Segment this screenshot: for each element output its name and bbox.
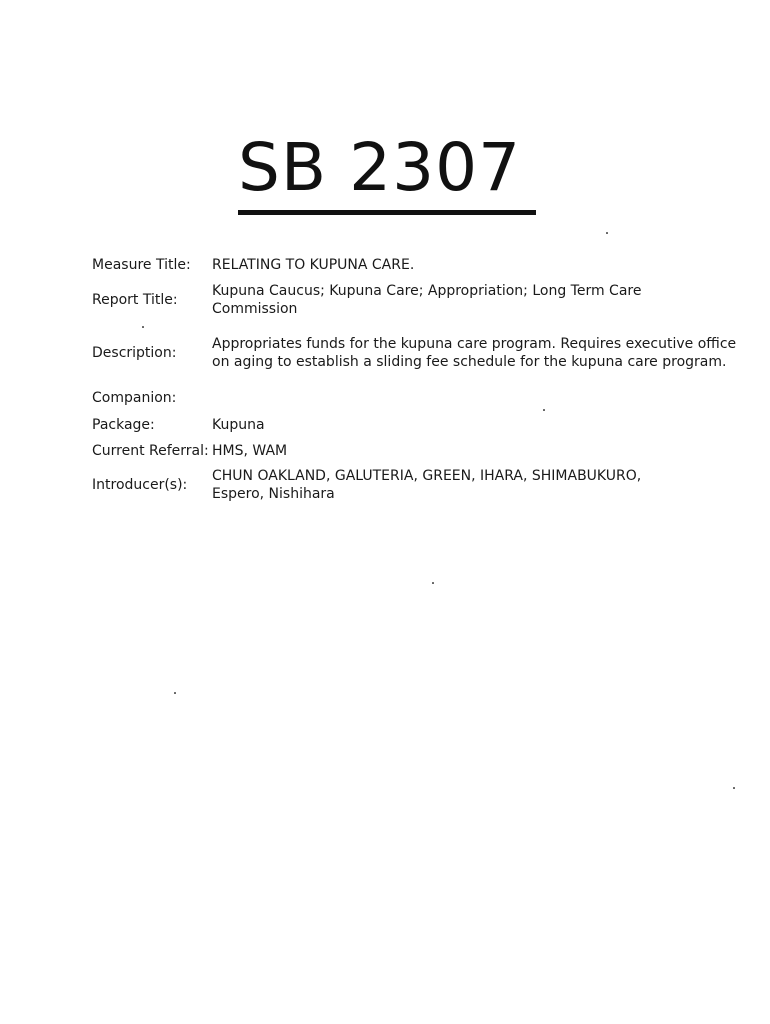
package-value: Kupuna	[212, 417, 265, 433]
companion-label: Companion:	[92, 390, 177, 406]
scan-speck	[174, 692, 176, 694]
scan-speck	[142, 326, 144, 328]
bill-header	[238, 128, 536, 215]
report-title-label: Report Title:	[92, 292, 178, 308]
description-value: Appropriates funds for the kupuna care program. Requires executive office on aging to establish a sliding fee schedule for the kupuna care program.	[212, 336, 737, 370]
package-row	[92, 412, 752, 438]
current-referral-label: Current Referral:	[92, 443, 209, 459]
scan-speck	[606, 232, 608, 234]
measure-title-value: RELATING TO KUPUNA CARE.	[212, 257, 415, 273]
measure-title-row	[92, 252, 752, 278]
companion-value	[212, 384, 752, 412]
introducers-label: Introducer(s):	[92, 477, 188, 493]
current-referral-row	[92, 438, 752, 464]
introducers-value: CHUN OAKLAND, GALUTERIA, GREEN, IHARA, SHIMABUKURO, Espero, Nishihara	[212, 468, 642, 502]
current-referral-value: HMS, WAM	[212, 443, 288, 459]
measure-details-table	[92, 252, 752, 506]
description-row	[92, 322, 752, 384]
bill-number-title: SB 2307	[238, 129, 522, 206]
scan-speck	[543, 409, 545, 411]
report-title-row	[92, 278, 752, 322]
introducers-row	[92, 464, 752, 506]
companion-row	[92, 384, 752, 412]
title-underline	[238, 210, 536, 215]
description-label: Description:	[92, 345, 177, 361]
report-title-value: Kupuna Caucus; Kupuna Care; Appropriation; Long Term Care Commission	[212, 283, 642, 317]
package-label: Package:	[92, 417, 155, 433]
measure-title-label: Measure Title:	[92, 257, 191, 273]
scan-speck	[432, 582, 434, 584]
scan-speck	[733, 787, 735, 789]
